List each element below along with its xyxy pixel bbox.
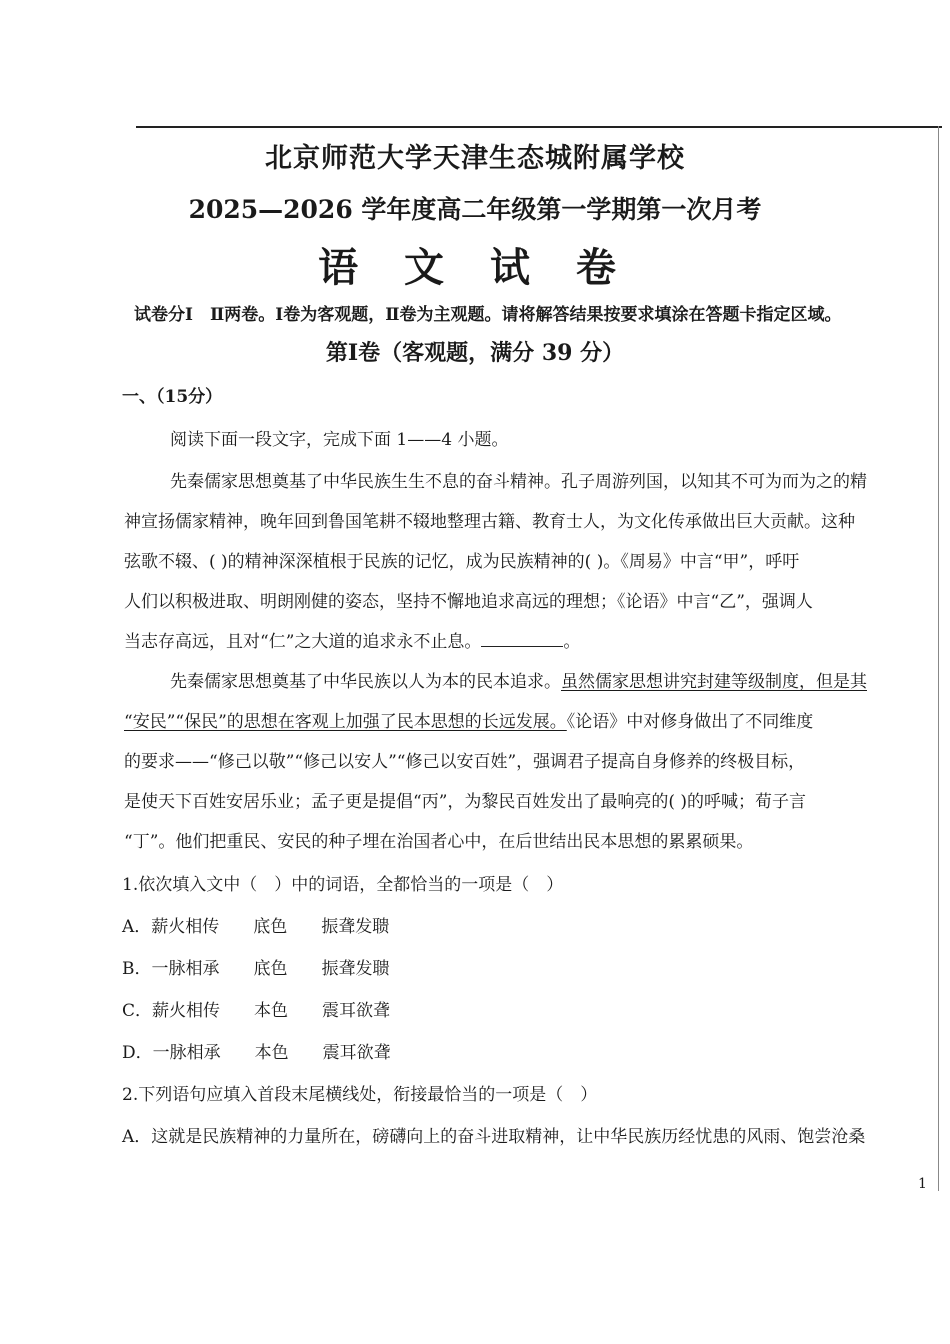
question-1-option-c: C．薪火相传 本色 震耳欲聋 <box>122 1001 391 1021</box>
top-rule <box>136 126 942 128</box>
underlined-sentence: “安民”“保民”的思想在客观上加强了民本思想的长远发展。 <box>124 712 567 732</box>
answer-blank <box>481 632 563 647</box>
passage-line: 人们以积极进取、明朗刚健的姿态，坚持不懈地追求高远的理想；《论语》中言“乙”，强调人 <box>124 592 813 612</box>
underlined-sentence: 虽然儒家思想讲究封建等级制度，但是其 <box>561 672 867 692</box>
passage-text: 当志存高远，且对“仁”之大道的追求永不止息。 <box>124 632 482 652</box>
passage-line: 先秦儒家思想奠基了中华民族生生不息的奋斗精神。孔子周游列国，以知其不可为而为之的精 <box>170 472 867 492</box>
passage-line: 弦歌不辍、( )的精神深深植根于民族的记忆，成为民族精神的( )。《周易》中言“甲”，呼吁 <box>124 552 800 572</box>
passage-line <box>170 667 867 692</box>
question-2-stem: 2.下列语句应填入首段末尾横线处，衔接最恰当的一项是（ ） <box>122 1085 598 1105</box>
section-title: 第Ⅰ卷（客观题，满分 39 分） <box>325 340 625 366</box>
passage-line <box>124 627 580 652</box>
part-heading: 一、（15分） <box>122 387 223 407</box>
passage-text: 《论语》中对修身做出了不同维度 <box>566 712 814 732</box>
passage-line: 的要求——“修己以敬”“修己以安人”“修己以安百姓”，强调君子提高自身修养的终极目标， <box>124 752 806 772</box>
passage-line: “丁”。他们把重民、安民的种子埋在治国者心中，在后世结出民本思想的累累硕果。 <box>124 832 754 852</box>
passage-text: 先秦儒家思想奠基了中华民族以人为本的民本追求。 <box>170 672 561 692</box>
question-1-option-d: D．一脉相承 本色 震耳欲聋 <box>122 1043 391 1063</box>
reading-instruction: 阅读下面一段文字，完成下面 1——4 小题。 <box>170 430 509 450</box>
question-1-option-b: B．一脉相承 底色 振聋发聩 <box>122 959 390 979</box>
school-title: 北京师范大学天津生态城附属学校 <box>265 143 685 174</box>
passage-line: 是使天下百姓安居乐业；孟子更是提倡“丙”，为黎民百姓发出了最响亮的( )的呼喊；荀子言 <box>124 792 807 812</box>
passage-line <box>124 707 813 732</box>
question-1-stem: 1.依次填入文中（ ）中的词语，全都恰当的一项是（ ） <box>122 875 564 895</box>
exam-title: 2025—2026 学年度高二年级第一学期第一次月考 <box>188 195 762 224</box>
passage-text: 。 <box>563 632 581 652</box>
subject-title: 语 文 试 卷 <box>318 244 632 291</box>
page-number: 1 <box>918 1176 927 1192</box>
question-1-option-a: A．薪火相传 底色 振聋发聩 <box>122 917 390 937</box>
passage-line: 神宣扬儒家精神，晚年回到鲁国笔耕不辍地整理古籍、教育士人，为文化传承做出巨大贡献。这种 <box>124 512 855 532</box>
question-2-option-a: A．这就是民族精神的力量所在，磅礴向上的奋斗进取精神，让中华民族历经忧患的风雨、饱尝沧桑 <box>122 1127 866 1147</box>
exam-instructions: 试卷分Ⅰ Ⅱ两卷。Ⅰ卷为客观题，Ⅱ卷为主观题。请将解答结果按要求填涂在答题卡指定区域。 <box>134 305 842 325</box>
